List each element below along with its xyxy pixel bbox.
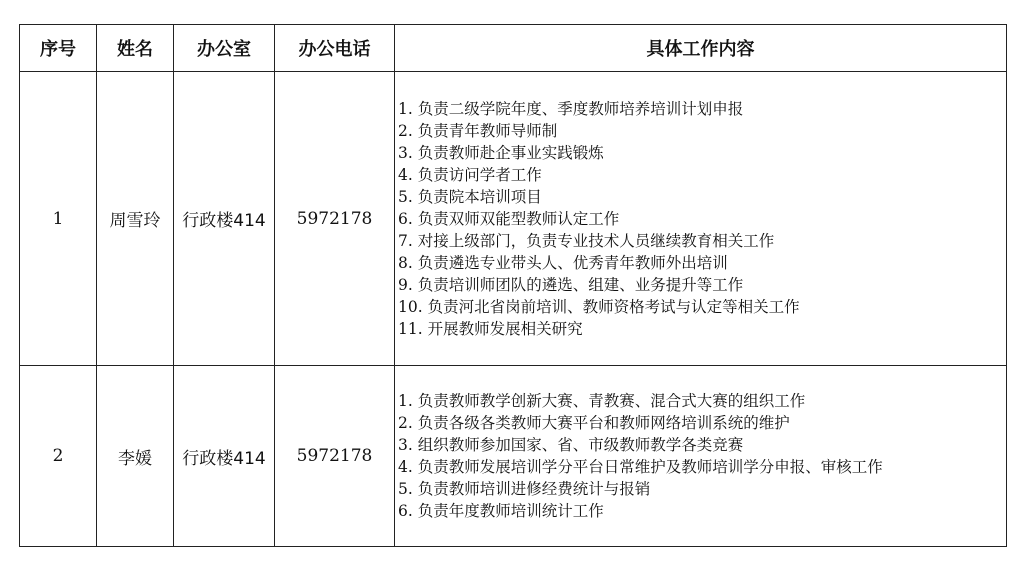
table-row xyxy=(20,72,1007,366)
header-phone: 办公电话 xyxy=(275,25,395,72)
duty-item: 10. 负责河北省岗前培训、教师资格考试与认定等相关工作 xyxy=(398,297,800,316)
cell-number: 1 xyxy=(20,72,97,366)
header-office: 办公室 xyxy=(174,25,275,72)
cell-duties xyxy=(395,366,1007,547)
cell-name: 李媛 xyxy=(97,366,174,547)
table-row xyxy=(20,366,1007,547)
duty-item: 5. 负责教师培训进修经费统计与报销 xyxy=(398,480,651,498)
cell-number: 2 xyxy=(20,366,97,547)
cell-office: 行政楼414 xyxy=(174,72,275,366)
duty-item: 4. 负责教师发展培训学分平台日常维护及教师培训学分申报、审核工作 xyxy=(398,458,883,476)
duty-item: 1. 负责二级学院年度、季度教师培养培训计划申报 xyxy=(398,99,744,118)
duty-list xyxy=(398,98,1003,340)
duty-item: 8. 负责遴选专业带头人、优秀青年教师外出培训 xyxy=(398,253,728,272)
duty-item: 2. 负责各级各类教师大赛平台和教师网络培训系统的维护 xyxy=(398,414,790,432)
header-duties: 具体工作内容 xyxy=(395,25,1007,72)
duty-item: 9. 负责培训师团队的遴选、组建、业务提升等工作 xyxy=(398,275,744,294)
duty-list xyxy=(398,390,1003,522)
header-number: 序号 xyxy=(20,25,97,72)
cell-name: 周雪玲 xyxy=(97,72,174,366)
duty-item: 2. 负责青年教师导师制 xyxy=(398,121,558,140)
cell-duties xyxy=(395,72,1007,366)
duty-item: 7. 对接上级部门，负责专业技术人员继续教育相关工作 xyxy=(398,231,775,250)
duty-item: 1. 负责教师教学创新大赛、青教赛、混合式大赛的组织工作 xyxy=(398,392,806,410)
header-name: 姓名 xyxy=(97,25,174,72)
staff-duties-table xyxy=(19,24,1007,547)
duty-item: 3. 组织教师参加国家、省、市级教师教学各类竞赛 xyxy=(398,436,744,454)
duty-item: 6. 负责年度教师培训统计工作 xyxy=(398,502,604,520)
duty-item: 6. 负责双师双能型教师认定工作 xyxy=(398,209,620,228)
duty-item: 11. 开展教师发展相关研究 xyxy=(398,319,583,338)
cell-office: 行政楼414 xyxy=(174,366,275,547)
cell-phone: 5972178 xyxy=(275,366,395,547)
duty-item: 3. 负责教师赴企事业实践锻炼 xyxy=(398,143,604,162)
cell-phone: 5972178 xyxy=(275,72,395,366)
duty-item: 5. 负责院本培训项目 xyxy=(398,187,542,206)
table-header-row xyxy=(20,25,1007,72)
duty-item: 4. 负责访问学者工作 xyxy=(398,165,542,184)
